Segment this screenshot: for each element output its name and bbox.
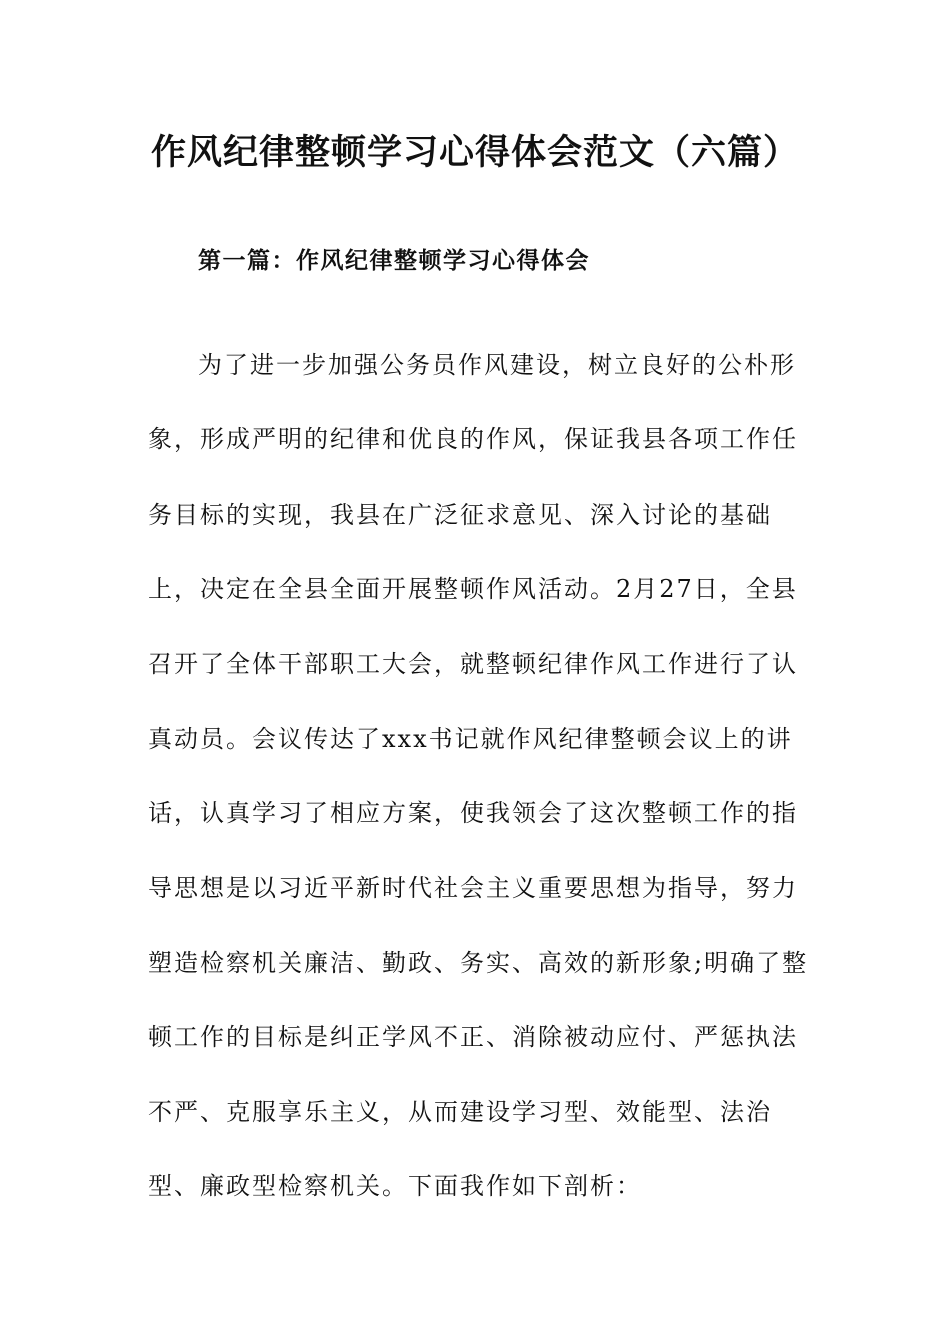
paragraph-line: 话，认真学习了相应方案，使我领会了这次整顿工作的指 (148, 799, 798, 827)
document-title: 作风纪律整顿学习心得体会范文（六篇） (150, 132, 799, 173)
paragraph-line: 为了进一步加强公务员作风建设，树立良好的公朴形 (198, 351, 796, 379)
section-heading: 第一篇：作风纪律整顿学习心得体会 (198, 247, 590, 274)
paragraph-line: 导思想是以习近平新时代社会主义重要思想为指导，努力 (148, 874, 798, 902)
paragraph-line: 上，决定在全县全面开展整顿作风活动。2月27日，全县 (148, 575, 798, 603)
paragraph-line: 不严、克服享乐主义，从而建设学习型、效能型、法治 (148, 1098, 772, 1126)
paragraph-line: 务目标的实现，我县在广泛征求意见、深入讨论的基础 (148, 501, 772, 529)
paragraph-line: 型、廉政型检察机关。下面我作如下剖析： (148, 1172, 642, 1200)
paragraph-line: 真动员。会议传达了xxx书记就作风纪律整顿会议上的讲 (148, 725, 793, 753)
paragraph-line: 顿工作的目标是纠正学风不正、消除被动应付、严惩执法 (148, 1023, 798, 1051)
paragraph-line: 召开了全体干部职工大会，就整顿纪律作风工作进行了认 (148, 650, 798, 678)
paragraph-line: 象，形成严明的纪律和优良的作风，保证我县各项工作任 (148, 425, 798, 453)
paragraph-line: 塑造检察机关廉洁、勤政、务实、高效的新形象;明确了整 (148, 949, 809, 977)
